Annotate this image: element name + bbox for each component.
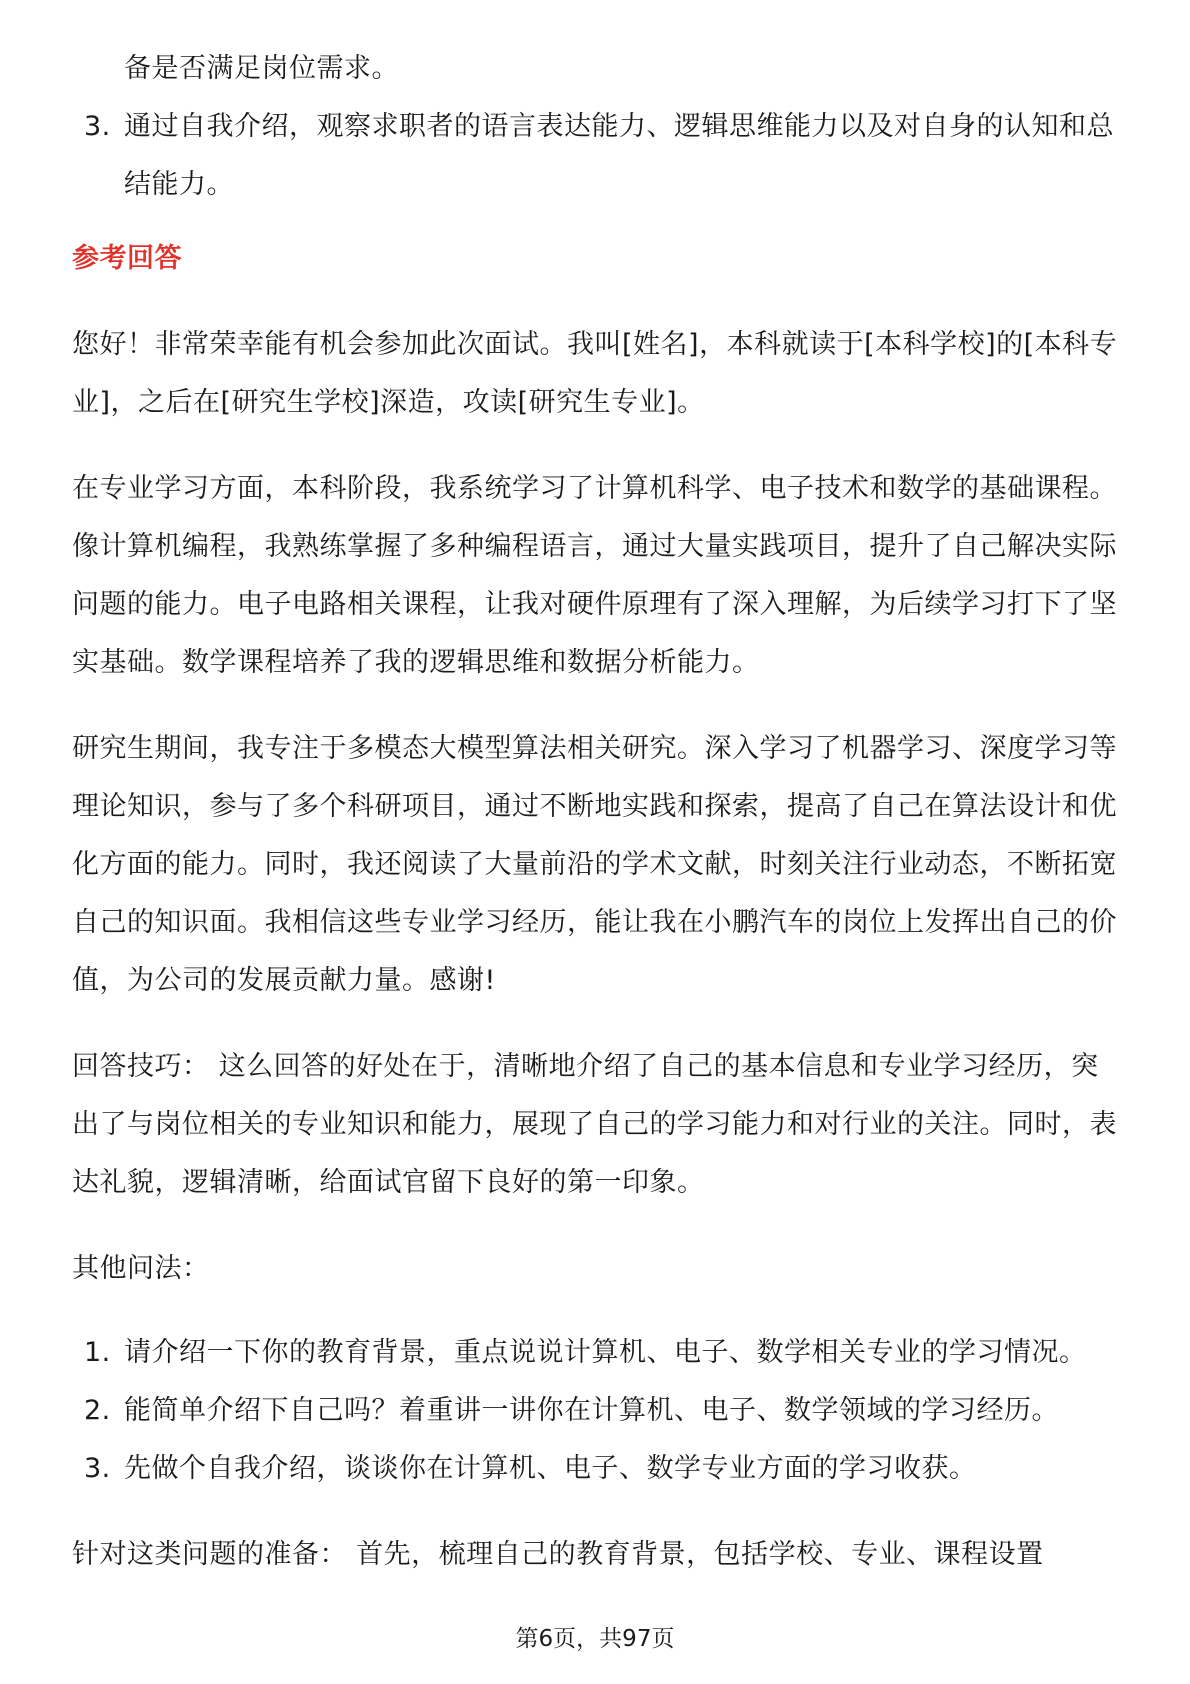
paragraph-preparation: 针对这类问题的准备： 首先，梳理自己的教育背景，包括学校、专业、课程设置 xyxy=(72,1539,1044,1570)
paragraph-tips: 回答技巧： 这么回答的好处在于，清晰地介绍了自己的基本信息和专业学习经历，突出了与岗位相关的专业知识和能力，展现了自己的学习能力和对行业的关注。同时，表达礼貌，逻辑清晰，给面试官留下良好的第一印象。 xyxy=(72,1051,1117,1198)
page-content xyxy=(72,40,1118,1584)
list-item-text: 能简单介绍下自己吗？着重讲一讲你在计算机、电子、数学领域的学习经历。 xyxy=(124,1395,1059,1426)
list-item-text: 通过自我介绍，观察求职者的语言表达能力、逻辑思维能力以及对自身的认知和总结能力。 xyxy=(124,111,1114,200)
paragraph-undergrad: 在专业学习方面，本科阶段，我系统学习了计算机科学、电子技术和数学的基础课程。像计算机编程，我熟练掌握了多种编程语言，通过大量实践项目，提升了自己解决实际问题的能力。电子电路相关课程，让我对硬件原理有了深入理解，为后续学习打下了坚实基础。数学课程培养了我的逻辑思维和数据分析能力。 xyxy=(72,473,1117,678)
objective-list xyxy=(72,98,1118,214)
list-item xyxy=(72,1440,1118,1498)
list-number: 3. xyxy=(84,1453,111,1484)
section-heading: 参考回答 xyxy=(72,243,182,274)
list-item-text: 先做个自我介绍，谈谈你在计算机、电子、数学专业方面的学习收获。 xyxy=(124,1453,977,1484)
list-number: 2. xyxy=(84,1395,111,1426)
paragraph-greeting: 您好！非常荣幸能有机会参加此次面试。我叫[姓名]，本科就读于[本科学校]的[本科专业]，之后在[研究生学校]深造，攻读[研究生专业]。 xyxy=(72,329,1118,418)
list-item-text: 请介绍一下你的教育背景，重点说说计算机、电子、数学相关专业的学习情况。 xyxy=(124,1337,1087,1368)
other-questions-list xyxy=(72,1324,1118,1498)
list-item xyxy=(72,1382,1118,1440)
list-item xyxy=(72,1324,1118,1382)
list-item xyxy=(72,98,1118,214)
list-item-continuation: 备是否满足岗位需求。 xyxy=(124,53,399,84)
page-number: 第6页，共97页 xyxy=(515,1626,675,1652)
paragraph-graduate: 研究生期间，我专注于多模态大模型算法相关研究。深入学习了机器学习、深度学习等理论知识，参与了多个科研项目，通过不断地实践和探索，提高了自己在算法设计和优化方面的能力。同时，我还阅读了大量前沿的学术文献，时刻关注行业动态，不断拓宽自己的知识面。我相信这些专业学习经历，能让我在小鹏汽车的岗位上发挥出自己的价值，为公司的发展贡献力量。感谢! xyxy=(72,733,1117,996)
list-number: 3. xyxy=(84,111,111,142)
paragraph-other-questions-label: 其他问法： xyxy=(72,1253,210,1284)
list-number: 1. xyxy=(84,1337,111,1368)
